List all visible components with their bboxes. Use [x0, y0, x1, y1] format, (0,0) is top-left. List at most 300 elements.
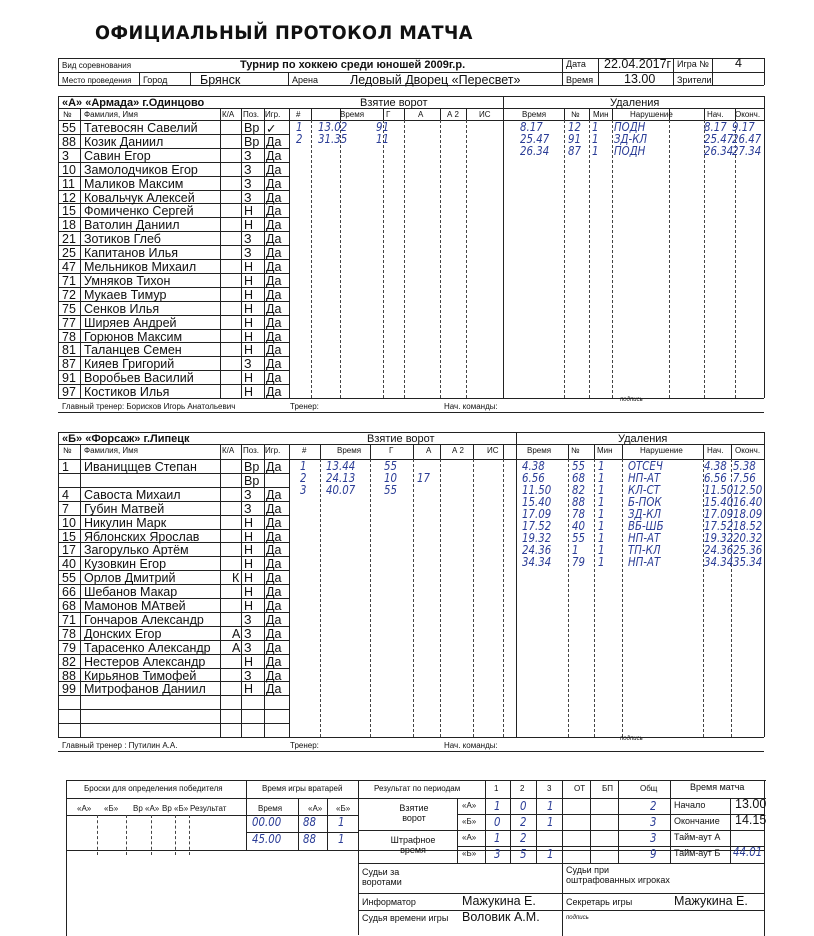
player-position: Вр: [244, 460, 260, 474]
goal-scorer: 91: [376, 120, 389, 134]
rule-line: [370, 444, 371, 459]
rule-line: [670, 830, 764, 831]
rule-line: [562, 58, 563, 85]
col-pen-time: Время: [527, 446, 552, 455]
dashed-line: [126, 815, 127, 855]
row-line: [58, 723, 289, 724]
player-position: З: [244, 148, 252, 163]
player-position: Н: [244, 585, 254, 600]
dashed-line: [564, 120, 565, 398]
col-pos: Поз.: [243, 110, 259, 119]
timekeeper-name: Воловик А.М.: [462, 910, 540, 924]
penalty-player: 78: [572, 507, 585, 521]
row-line: [58, 709, 289, 710]
player-number: 7: [62, 501, 69, 516]
period-value: 2: [520, 815, 527, 829]
player-position: Н: [244, 515, 254, 530]
player-position: З: [244, 612, 252, 627]
goals-title: Взятие ворот: [360, 97, 428, 109]
penalty-end: 5.38: [733, 459, 756, 473]
player-number: 10: [62, 515, 76, 530]
rule-line: [503, 96, 504, 398]
player-number: 87: [62, 357, 76, 372]
periods-title: Результат по периодам: [374, 784, 461, 793]
col-play: Игр.: [265, 110, 281, 119]
team-chief-label: Нач. команды:: [444, 402, 498, 411]
penalty-reason: ТП-КЛ: [628, 543, 661, 557]
penalty-minutes: 1: [598, 507, 605, 521]
penalty-end: 9.17: [732, 120, 755, 134]
penalty-reason: ВБ-ШБ: [628, 519, 664, 533]
penalty-time: 25.47: [520, 132, 550, 146]
col-name: Фамилия, Имя: [84, 446, 138, 455]
city-name: Брянск: [200, 73, 241, 87]
shootout-col: Вр «Б»: [162, 804, 189, 813]
player-number: 78: [62, 626, 76, 641]
period-value: 0: [520, 799, 527, 813]
goal-scorer: 55: [384, 483, 397, 497]
rule-line: [289, 108, 290, 398]
period-total: 2: [650, 799, 657, 813]
rule-line: [485, 780, 486, 864]
rule-line: [58, 751, 764, 752]
goalie-entry-a: 88: [303, 815, 316, 829]
game-number-label: Игра №: [677, 59, 709, 69]
player-name: Губин Матвей: [84, 501, 165, 516]
col-pen-min: Мин: [593, 110, 609, 119]
player-position: Н: [244, 204, 254, 219]
player-name: Загорулько Артём: [84, 543, 189, 558]
dashed-line: [594, 459, 595, 737]
player-position: Н: [244, 571, 254, 586]
player-position: З: [244, 668, 252, 683]
rule-line: [589, 108, 590, 120]
rule-line: [220, 108, 221, 398]
player-position: З: [244, 246, 252, 261]
player-played: Да: [266, 232, 282, 247]
trainer-label: Тренер:: [290, 741, 319, 750]
penalty-minutes: 1: [598, 483, 605, 497]
rule-line: [673, 58, 674, 85]
competition-label: Вид соревнования: [62, 61, 132, 70]
player-played: Да: [266, 515, 282, 530]
player-number: 55: [62, 121, 76, 135]
penalty-time: 6.56: [522, 471, 545, 485]
col-goals-a: А: [418, 110, 424, 119]
penalty-minutes: 1: [592, 144, 599, 158]
match-time: 13.00: [624, 72, 656, 86]
penalty-player: 55: [572, 459, 585, 473]
secretary-label: Секретарь игры: [566, 897, 633, 907]
col-pen-no: №: [571, 110, 580, 119]
rule-line: [618, 780, 619, 864]
player-played: Да: [266, 385, 282, 400]
player-number: 71: [62, 612, 76, 627]
col-pos: Поз.: [243, 446, 259, 455]
player-number: 99: [62, 682, 76, 697]
rule-line: [66, 780, 67, 936]
player-played: Да: [266, 357, 282, 372]
player-name: Козик Даниил: [84, 134, 164, 149]
player-number: 21: [62, 232, 76, 247]
penalty-minutes: 1: [598, 459, 605, 473]
rule-line: [241, 108, 242, 398]
penalty-minutes: 1: [598, 555, 605, 569]
player-name: Савоста Михаил: [84, 487, 181, 502]
player-played: Да: [266, 371, 282, 386]
player-played: Да: [266, 246, 282, 261]
penalties-title: Удаления: [610, 97, 660, 109]
penalty-end: 18.09: [733, 507, 763, 521]
player-name: Шебанов Макар: [84, 585, 178, 600]
player-role: К: [232, 571, 240, 586]
player-position: З: [244, 190, 252, 205]
spectators-label: Зрители: [677, 75, 712, 85]
player-position: Вр: [244, 473, 260, 488]
col-no: №: [63, 446, 72, 455]
player-position: Н: [244, 529, 254, 544]
goal-time: 24.13: [326, 471, 356, 485]
col-goals-is: ИС: [479, 110, 491, 119]
penalty-player: 82: [572, 483, 585, 497]
player-played: Да: [266, 626, 282, 641]
player-number: 25: [62, 246, 76, 261]
penalty-reason: НП-АТ: [628, 555, 661, 569]
signature-label: подпись: [620, 736, 643, 742]
period-team: «А»: [462, 833, 477, 842]
penalty-start: 34.34: [704, 555, 734, 569]
player-played: Да: [266, 260, 282, 274]
player-number: 97: [62, 385, 76, 400]
rule-line: [731, 444, 732, 459]
rule-line: [288, 72, 289, 85]
city-label: Город: [143, 75, 168, 85]
col-ka: К/А: [222, 110, 235, 119]
period-value: 2: [520, 831, 527, 845]
penalty-minutes: 1: [598, 471, 605, 485]
goalie-entry-b: 1: [338, 815, 345, 829]
penalty-minutes: 1: [598, 519, 605, 533]
head-coach: Главный тренер : Путилин А.А.: [62, 741, 178, 750]
rule-line: [516, 432, 517, 737]
player-played: Да: [266, 148, 282, 163]
shootout-title: Броски для определения победителя: [84, 784, 223, 793]
player-played: Да: [266, 460, 282, 474]
penalty-end: 27.34: [732, 144, 762, 158]
rule-line: [80, 108, 81, 398]
period-team: «Б»: [462, 817, 477, 826]
period-col: Общ: [640, 784, 658, 793]
player-played: Да: [266, 529, 282, 544]
col-pen-start: Нач.: [707, 110, 724, 119]
player-name: Замолодчиков Егор: [84, 162, 198, 177]
player-position: Н: [244, 599, 254, 613]
player-position: Н: [244, 654, 254, 669]
penalty-reason: ЗД-КЛ: [614, 132, 648, 146]
penalty-start: 26.34: [704, 144, 734, 158]
rule-line: [564, 108, 565, 120]
end-time: 14.15: [735, 813, 767, 827]
player-number: 11: [62, 176, 75, 191]
penalty-reason: КЛ-СТ: [628, 483, 660, 497]
player-played: ✓: [266, 122, 277, 136]
rule-line: [66, 780, 766, 781]
goal-scorer: 10: [384, 471, 397, 485]
player-position: Н: [244, 273, 254, 288]
player-played: Да: [266, 557, 282, 572]
rule-line: [457, 814, 670, 815]
competition-name: Турнир по хоккею среди юношей 2009г.р.: [240, 59, 466, 71]
secretary-name: Мажукина Е.: [674, 894, 748, 908]
dashed-line: [622, 459, 623, 737]
player-name: Костиков Илья: [84, 385, 170, 400]
dashed-line: [473, 459, 474, 737]
player-name: Савин Егор: [84, 148, 151, 163]
player-number: 1: [62, 460, 69, 474]
col-goals-a: А: [426, 446, 432, 455]
rule-line: [473, 444, 474, 459]
penalty-start: 15.40: [704, 495, 734, 509]
goals-title: Взятие ворот: [367, 433, 435, 445]
player-position: Н: [244, 260, 254, 274]
period-value: 1: [547, 847, 554, 861]
player-played: Да: [266, 218, 282, 233]
rule-line: [358, 830, 670, 831]
player-name: Мельников Михаил: [84, 260, 197, 274]
col-pen-end: Оконч.: [735, 446, 761, 455]
rule-line: [670, 780, 671, 864]
penalty-minutes: 1: [598, 531, 605, 545]
player-position: Н: [244, 329, 254, 344]
rule-line: [703, 444, 704, 459]
period-total: 3: [650, 815, 657, 829]
period-col: 1: [494, 784, 499, 793]
player-played: Да: [266, 487, 282, 502]
col-play: Игр.: [265, 446, 281, 455]
player-name: Ковальчук Алексей: [84, 190, 195, 205]
goalie-entry-a: 88: [303, 832, 316, 846]
dashed-line: [311, 120, 312, 398]
penalty-end: 26.47: [732, 132, 762, 146]
rule-line: [440, 108, 441, 120]
player-name: Орлов Дмитрий: [84, 571, 176, 586]
player-position: З: [244, 640, 252, 655]
penalty-start: 17.52: [704, 519, 734, 533]
dashed-line: [440, 459, 441, 737]
player-number: 91: [62, 371, 76, 386]
rule-line: [264, 108, 265, 398]
player-played: Да: [266, 134, 282, 149]
signature-label: подпись: [620, 397, 643, 403]
rule-line: [466, 108, 467, 120]
rule-line: [358, 863, 764, 864]
penalty-player: 87: [568, 144, 581, 158]
rule-line: [712, 58, 713, 85]
penalty-player: 88: [572, 495, 585, 509]
player-position: Н: [244, 682, 254, 697]
penalty-reason: НП-АТ: [628, 531, 661, 545]
col-goals-is: ИС: [487, 446, 499, 455]
player-number: 88: [62, 134, 76, 149]
player-position: Вр: [244, 121, 260, 135]
player-name: Гончаров Александр: [84, 612, 204, 627]
player-position: З: [244, 162, 252, 177]
shootout-col: «Б»: [104, 804, 119, 813]
period-value: 3: [494, 847, 501, 861]
match-time-title: Время матча: [690, 782, 745, 792]
player-name: Митрофанов Даниил: [84, 682, 206, 697]
player-position: Н: [244, 218, 254, 233]
player-played: Да: [266, 585, 282, 600]
col-goals-no: #: [296, 110, 301, 119]
player-name: Татевосян Савелий: [84, 121, 198, 135]
rule-line: [66, 798, 766, 799]
player-name: Кузовкин Егор: [84, 557, 167, 572]
timeout-b-label: Тайм-аут Б: [674, 848, 721, 858]
col-goals-g: Г: [386, 110, 391, 119]
dashed-line: [568, 459, 569, 737]
player-played: Да: [266, 599, 282, 613]
dashed-line: [612, 120, 613, 398]
penalty-reason: ОТСЕЧ: [628, 459, 663, 473]
penalty-start: 8.17: [704, 120, 727, 134]
dashed-line: [735, 120, 736, 398]
penalty-end: 16.40: [733, 495, 763, 509]
player-number: 3: [62, 148, 69, 163]
player-played: Да: [266, 682, 282, 697]
player-number: 88: [62, 668, 76, 683]
goalie-col-a: «А»: [308, 804, 323, 813]
penalty-end: 12.50: [733, 483, 763, 497]
goal-scorer: 55: [384, 459, 397, 473]
penalty-start: 19.32: [704, 531, 734, 545]
penalty-start: 4.38: [704, 459, 727, 473]
player-name: Сенков Илья: [84, 301, 160, 316]
rule-line: [311, 108, 312, 120]
penalty-end: 25.36: [733, 543, 763, 557]
dashed-line: [440, 120, 441, 398]
player-number: 72: [62, 287, 76, 302]
rule-line: [764, 432, 765, 737]
timeout-a-label: Тайм-аут А: [674, 832, 721, 842]
dashed-line: [669, 120, 670, 398]
penalty-time: 15.40: [522, 495, 552, 509]
goal-time: 40.07: [326, 483, 356, 497]
rule-line: [598, 58, 599, 85]
player-position: Н: [244, 301, 254, 316]
dashed-line: [466, 120, 467, 398]
player-number: 10: [62, 162, 76, 177]
player-number: 15: [62, 204, 76, 219]
col-pen-reason: Нарушение: [640, 446, 683, 455]
player-position: З: [244, 501, 252, 516]
player-number: 18: [62, 218, 76, 233]
goal-assist: 17: [417, 471, 430, 485]
penalty-judges-label: Судьи при оштрафованных игроках: [566, 865, 670, 885]
period-total: 9: [650, 847, 657, 861]
col-name: Фамилия, Имя: [84, 110, 138, 119]
informer-label: Информатор: [362, 897, 416, 907]
col-pen-min: Мин: [597, 446, 613, 455]
player-played: Да: [266, 654, 282, 669]
player-name: Зотиков Глеб: [84, 232, 161, 247]
goalie-col-time: Время: [258, 804, 283, 813]
rule-line: [503, 444, 504, 459]
player-name: Фомиченко Сергей: [84, 204, 194, 219]
rule-line: [413, 444, 414, 459]
dashed-line: [383, 120, 384, 398]
goal-judges-label: Судьи за воротами: [362, 867, 402, 887]
goalie-col-b: «Б»: [336, 804, 351, 813]
penalty-minutes: 1: [598, 495, 605, 509]
player-number: 17: [62, 543, 76, 558]
player-played: Да: [266, 176, 282, 191]
goalie-time-title: Время игры вратарей: [262, 784, 343, 793]
rule-line: [404, 108, 405, 120]
player-name: Ватолин Даниил: [84, 218, 180, 233]
period-value: 5: [520, 847, 527, 861]
goal-scorer: 11: [376, 132, 389, 146]
player-number: 66: [62, 585, 76, 600]
penalty-reason: ПОДН: [614, 120, 646, 134]
rule-line: [457, 846, 670, 847]
penalty-player: 1: [572, 543, 579, 557]
player-number: 82: [62, 654, 76, 669]
player-number: 12: [62, 190, 76, 205]
player-played: Да: [266, 273, 282, 288]
rule-line: [58, 412, 764, 413]
penalty-time: 4.38: [522, 459, 545, 473]
player-played: Да: [266, 162, 282, 177]
rule-line: [704, 108, 705, 120]
dashed-line: [404, 120, 405, 398]
start-label: Начало: [674, 800, 706, 810]
period-value: 1: [547, 799, 554, 813]
period-col: БП: [602, 784, 613, 793]
player-number: 40: [62, 557, 76, 572]
player-number: 77: [62, 315, 76, 330]
penalty-end: 7.56: [733, 471, 756, 485]
head-coach: Главный тренер: Борисков Игорь Анатольевич: [62, 402, 236, 411]
player-position: Н: [244, 371, 254, 386]
player-name: Воробьев Василий: [84, 371, 194, 386]
player-name: Никулин Марк: [84, 515, 167, 530]
player-name: Мукаев Тимур: [84, 287, 167, 302]
rule-line: [241, 444, 242, 737]
rule-line: [358, 910, 764, 911]
player-played: Да: [266, 543, 282, 558]
dashed-line: [175, 815, 176, 855]
penalty-time: 34.34: [522, 555, 552, 569]
dashed-line: [370, 459, 371, 737]
rule-line: [264, 444, 265, 737]
goals-period-label: Взятие ворот: [399, 803, 429, 823]
place-label: Место проведения: [62, 76, 132, 85]
player-played: Да: [266, 501, 282, 516]
pim-period-label: Штрафное время: [390, 835, 436, 855]
penalty-start: 25.47: [704, 132, 734, 146]
dashed-line: [704, 120, 705, 398]
col-pen-no: №: [571, 446, 580, 455]
player-role: А: [232, 626, 241, 641]
col-pen-reason: Нарушение: [630, 110, 673, 119]
goal-number: 1: [300, 459, 307, 473]
penalty-player: 79: [572, 555, 585, 569]
player-name: Кияев Григорий: [84, 357, 175, 372]
player-number: 55: [62, 571, 76, 586]
penalty-reason: НП-АТ: [628, 471, 661, 485]
shootout-col: Результат: [190, 804, 227, 813]
